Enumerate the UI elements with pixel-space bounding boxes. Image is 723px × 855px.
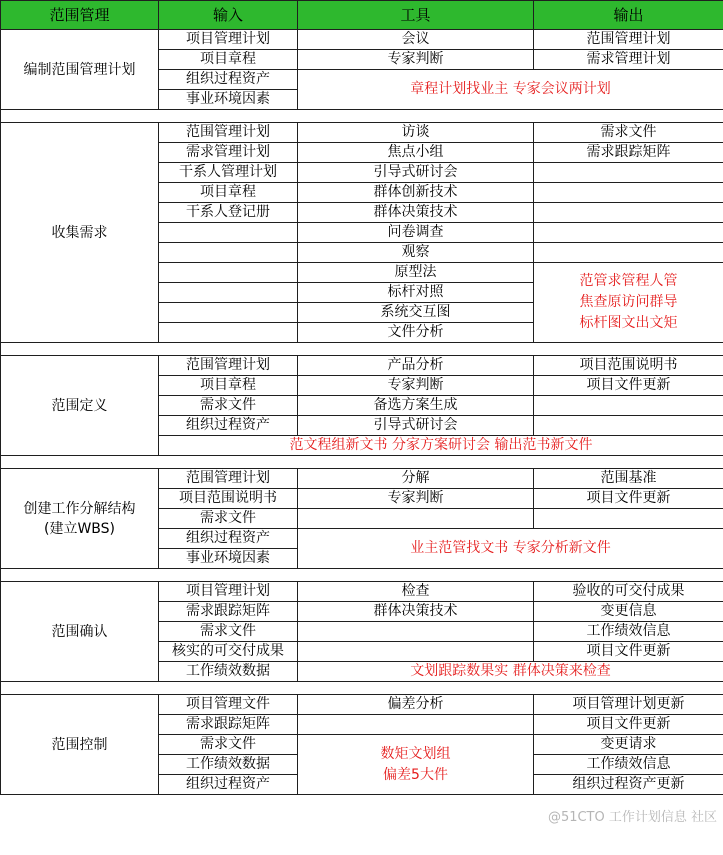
- header-tool: 工具: [298, 1, 534, 30]
- s5-row: [1, 582, 723, 602]
- input-cell: 需求文件: [159, 735, 298, 755]
- tool-cell: 会议: [298, 30, 534, 50]
- watermark: @51CTO 工作计划信息 社区: [547, 810, 717, 825]
- header-row: [1, 1, 723, 30]
- tool-cell: 访谈: [298, 123, 534, 143]
- input-cell: [159, 243, 298, 263]
- header-input: 输入: [159, 1, 298, 30]
- input-cell: 项目管理计划: [159, 582, 298, 602]
- tool-cell: [298, 715, 534, 735]
- input-cell: 需求文件: [159, 509, 298, 529]
- output-cell: 验收的可交付成果: [534, 582, 723, 602]
- output-cell: 需求文件: [534, 123, 723, 143]
- tool-cell: 系统交互图: [298, 303, 534, 323]
- input-cell: 事业环境因素: [159, 549, 298, 569]
- output-cell: 需求跟踪矩阵: [534, 143, 723, 163]
- input-cell: 需求文件: [159, 622, 298, 642]
- input-cell: 范围管理计划: [159, 123, 298, 143]
- output-cell: 项目范围说明书: [534, 356, 723, 376]
- stage-line: (建立WBS): [43, 520, 115, 537]
- input-cell: 范围管理计划: [159, 356, 298, 376]
- output-cell: 项目文件更新: [534, 642, 723, 662]
- tool-cell: 群体决策技术: [298, 602, 534, 622]
- mnemonic-line: 标杆图文出文矩: [579, 315, 678, 331]
- input-cell: 范围管理计划: [159, 469, 298, 489]
- gap-row: [1, 456, 723, 469]
- input-cell: 项目章程: [159, 183, 298, 203]
- input-cell: 事业环境因素: [159, 90, 298, 110]
- tool-cell: 引导式研讨会: [298, 163, 534, 183]
- tool-cell: 偏差分析: [298, 695, 534, 715]
- s6-row: [1, 695, 723, 715]
- output-cell: 范围基准: [534, 469, 723, 489]
- gap-row: [1, 343, 723, 356]
- tool-cell: 引导式研讨会: [298, 416, 534, 436]
- input-cell: 工作绩效数据: [159, 662, 298, 682]
- mnemonic-s4: 业主范管找文书 专家分析新文件: [298, 529, 723, 569]
- input-cell: 组织过程资产: [159, 416, 298, 436]
- input-cell: [159, 303, 298, 323]
- output-cell: [534, 163, 723, 183]
- output-cell: 工作绩效信息: [534, 755, 723, 775]
- input-cell: 干系人管理计划: [159, 163, 298, 183]
- output-cell: 项目管理计划更新: [534, 695, 723, 715]
- mnemonic-line: 范管求管程人管: [579, 273, 678, 289]
- mnemonic-line: 数矩文划组: [380, 745, 451, 762]
- input-cell: 需求文件: [159, 396, 298, 416]
- mnemonic-s1: 章程计划找业主 专家会议两计划: [298, 70, 723, 110]
- input-cell: 项目章程: [159, 50, 298, 70]
- input-cell: 核实的可交付成果: [159, 642, 298, 662]
- tool-cell: 原型法: [298, 263, 534, 283]
- tool-cell: 标杆对照: [298, 283, 534, 303]
- output-cell: [534, 396, 723, 416]
- stage-line: 创建工作分解结构: [23, 500, 136, 517]
- tool-cell: [298, 509, 534, 529]
- input-cell: 项目管理计划: [159, 30, 298, 50]
- stage-validate-scope: 范围确认: [1, 582, 159, 682]
- input-cell: 项目管理文件: [159, 695, 298, 715]
- tool-cell: [298, 642, 534, 662]
- tool-cell: 专家判断: [298, 376, 534, 396]
- output-cell: 组织过程资产更新: [534, 775, 723, 795]
- input-cell: 项目范围说明书: [159, 489, 298, 509]
- mnemonic-s3: 范文程组新文书 分家方案研讨会 输出范书新文件: [159, 436, 723, 456]
- s2-row: [1, 123, 723, 143]
- output-cell: [534, 416, 723, 436]
- output-cell: [534, 223, 723, 243]
- gap-row: [1, 569, 723, 582]
- s1-row: [1, 30, 723, 50]
- output-cell: [534, 183, 723, 203]
- stage-control-scope: 范围控制: [1, 695, 159, 795]
- header-output: 输出: [534, 1, 723, 30]
- tool-cell: 检查: [298, 582, 534, 602]
- tool-cell: 专家判断: [298, 50, 534, 70]
- tool-cell: 文件分析: [298, 323, 534, 343]
- mnemonic-s6: [298, 735, 534, 795]
- input-cell: 项目章程: [159, 376, 298, 396]
- input-cell: [159, 283, 298, 303]
- output-cell: 项目文件更新: [534, 715, 723, 735]
- tool-cell: 分解: [298, 469, 534, 489]
- tool-cell: [298, 622, 534, 642]
- output-cell: 变更请求: [534, 735, 723, 755]
- output-cell: 变更信息: [534, 602, 723, 622]
- gap-row: [1, 110, 723, 123]
- mnemonic-s2: [534, 263, 723, 343]
- mnemonic-line: 偏差5大件: [383, 766, 448, 783]
- input-cell: 组织过程资产: [159, 775, 298, 795]
- output-cell: 需求管理计划: [534, 50, 723, 70]
- tool-cell: 问卷调查: [298, 223, 534, 243]
- tool-cell: 群体决策技术: [298, 203, 534, 223]
- stage-create-wbs: [1, 469, 159, 569]
- mnemonic-s5: 文划跟踪数果实 群体决策来检查: [298, 662, 723, 682]
- stage-collect-requirements: 收集需求: [1, 123, 159, 343]
- tool-cell: 专家判断: [298, 489, 534, 509]
- stage-define-scope: 范围定义: [1, 356, 159, 456]
- tool-cell: 群体创新技术: [298, 183, 534, 203]
- stage-plan-scope: 编制范围管理计划: [1, 30, 159, 110]
- output-cell: [534, 509, 723, 529]
- input-cell: 需求跟踪矩阵: [159, 602, 298, 622]
- tool-cell: 产品分析: [298, 356, 534, 376]
- input-cell: 组织过程资产: [159, 529, 298, 549]
- tool-cell: 备选方案生成: [298, 396, 534, 416]
- output-cell: 范围管理计划: [534, 30, 723, 50]
- input-cell: 需求跟踪矩阵: [159, 715, 298, 735]
- tool-cell: 观察: [298, 243, 534, 263]
- output-cell: 项目文件更新: [534, 376, 723, 396]
- input-cell: [159, 323, 298, 343]
- output-cell: [534, 243, 723, 263]
- s4-row: [1, 469, 723, 489]
- input-cell: [159, 263, 298, 283]
- output-cell: 工作绩效信息: [534, 622, 723, 642]
- input-cell: 工作绩效数据: [159, 755, 298, 775]
- mnemonic-line: 焦查原访问群导: [579, 294, 678, 310]
- output-cell: [534, 203, 723, 223]
- input-cell: 需求管理计划: [159, 143, 298, 163]
- output-cell: 项目文件更新: [534, 489, 723, 509]
- input-cell: [159, 223, 298, 243]
- input-cell: 干系人登记册: [159, 203, 298, 223]
- s3-row: [1, 356, 723, 376]
- tool-cell: 焦点小组: [298, 143, 534, 163]
- gap-row: [1, 682, 723, 695]
- header-scope: 范围管理: [1, 1, 159, 30]
- input-cell: 组织过程资产: [159, 70, 298, 90]
